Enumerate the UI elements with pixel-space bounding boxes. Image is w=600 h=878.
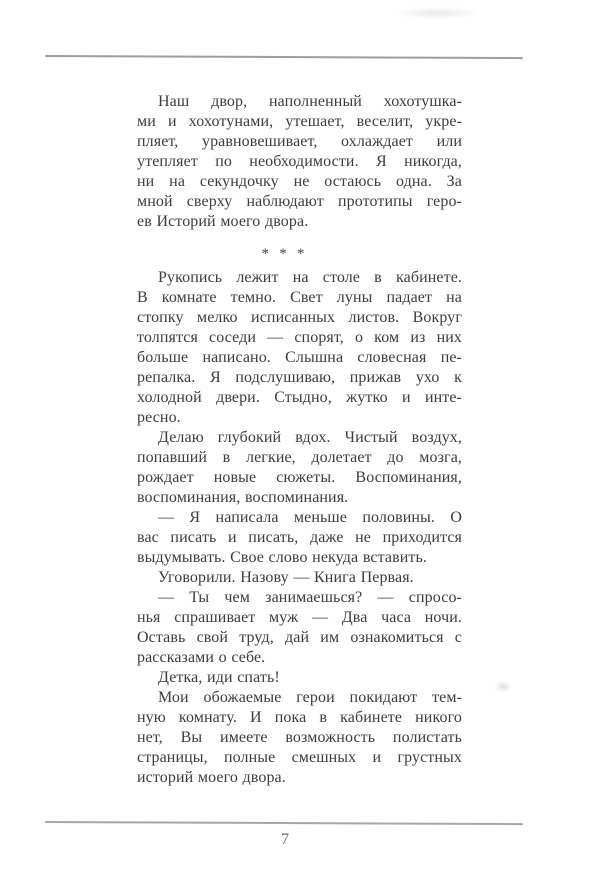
text-line: нья спрашивает муж — Два часа ночи.: [137, 609, 462, 626]
scan-smudge: [494, 681, 512, 692]
paragraph: [137, 588, 462, 668]
text-line: ми и хохотунами, утешает, веселит, укре-: [137, 113, 462, 130]
text-line: больше написано. Слышна словесная пе-: [137, 349, 462, 366]
paragraph: [137, 508, 462, 568]
top-rule: [45, 55, 523, 59]
text-line: толпятся соседи — спорят, о ком из них: [137, 329, 462, 346]
paragraph: [137, 268, 462, 428]
text-line: репалка. Я подслушиваю, прижав ухо к: [137, 369, 462, 386]
text-line: пляет, уравновешивает, охлаждает или: [137, 133, 462, 150]
text-line: — Я написала меньше половины. О: [158, 509, 462, 526]
text-line: — Ты чем занимаешься? — спросо-: [158, 589, 462, 606]
paragraph: [137, 568, 462, 588]
paragraph: [137, 92, 462, 232]
page-text: [137, 92, 462, 788]
paragraph: [137, 688, 462, 788]
text-line: Делаю глубокий вдох. Чистый воздух,: [158, 429, 462, 446]
text-line: ни на секундочку не остаюсь одна. За: [137, 173, 462, 190]
text-line: страницы, полные смешных и грустных: [137, 749, 462, 766]
text-line: нет, Вы имеете возможность полистать: [137, 729, 462, 746]
text-line: историй моего двора.: [137, 769, 286, 786]
paragraph: [137, 668, 462, 688]
section-separator: * * *: [261, 246, 308, 262]
bottom-rule: [45, 821, 523, 825]
text-line: Мои обожаемые герои покидают тем-: [158, 689, 462, 706]
paragraph: [137, 428, 462, 508]
text-line: выдумывать. Свое слово некуда вставить.: [137, 549, 427, 566]
text-line: Детка, иди спать!: [158, 669, 280, 686]
text-line: Оставь свой труд, дай им ознакомиться с: [137, 629, 462, 646]
text-line: ресно.: [137, 409, 181, 426]
text-line: холодной двери. Стыдно, жутко и инте-: [137, 389, 462, 406]
text-line: ев Историй моего двора.: [137, 213, 309, 230]
text-line: Рукопись лежит на столе в кабинете.: [158, 269, 462, 286]
page-number: 7: [281, 831, 289, 848]
text-line: рассказами о себе.: [137, 649, 266, 666]
text-line: стопку мелко исписанных листов. Вокруг: [137, 309, 462, 326]
text-line: Уговорили. Назову — Книга Первая.: [158, 569, 414, 586]
text-line: ную комнату. И пока в кабинете никого: [137, 709, 462, 726]
scan-smudge: [393, 7, 481, 19]
text-line: рождает новые сюжеты. Воспоминания,: [137, 469, 462, 486]
text-line: В комнате темно. Свет луны падает на: [137, 289, 462, 306]
text-line: мной сверху наблюдают прототипы геро-: [137, 193, 462, 210]
text-line: воспоминания, воспоминания.: [137, 489, 349, 506]
text-line: Наш двор, наполненный хохотушка-: [158, 93, 462, 110]
text-line: попавший в легкие, долетает до мозга,: [137, 449, 462, 466]
text-line: вас писать и писать, даже не приходится: [137, 529, 462, 546]
text-line: утепляет по необходимости. Я никогда,: [137, 153, 462, 170]
